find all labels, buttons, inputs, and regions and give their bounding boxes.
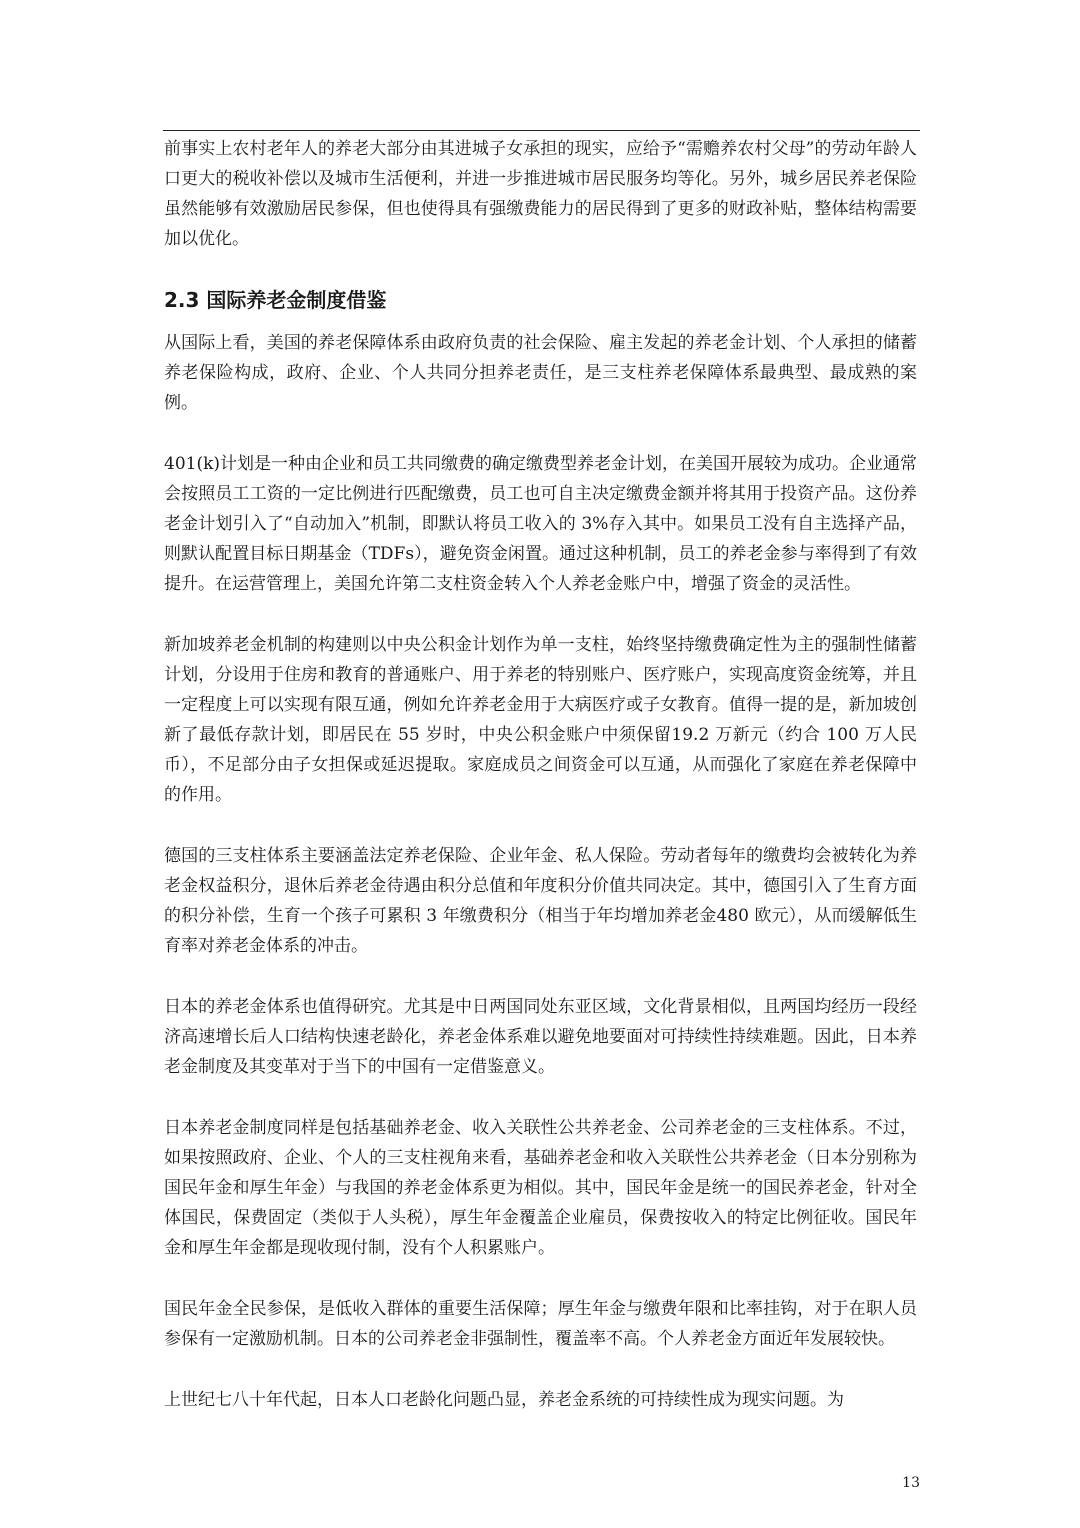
paragraph-us-overview: 从国际上看，美国的养老保障体系由政府负责的社会保险、雇主发起的养老金计划、个人承担的储蓄养老保险构成，政府、企业、个人共同分担养老责任，是三支柱养老保障体系最典型、最成熟的案例。 — [164, 333, 917, 413]
paragraph-singapore: 新加坡养老金机制的构建则以中央公积金计划作为单一支柱，始终坚持缴费确定性为主的强制性储蓄计划，分设用于住房和教育的普通账户、用于养老的特别账户、医疗账户，实现高度资金统筹，并且一定程度上可以实现有限互通，例如允许养老金用于大病医疗或子女教育。值得一提的是，新加坡创新了最低存款计划，即居民在 55 岁时，中央公积金账户中须保留19.2 万新元（约合 100 万人民币），不足部分由子女担保或延迟提取。家庭成员之间资金可以互通，从而强化了家庭在养老保障中的作用。 — [164, 635, 917, 805]
paragraph-japan-system: 日本养老金制度同样是包括基础养老金、收入关联性公共养老金、公司养老金的三支柱体系。不过，如果按照政府、企业、个人的三支柱视角来看，基础养老金和收入关联性公共养老金（日本分别称为国民年金和厚生年金）与我国的养老金体系更为相似。其中，国民年金是统一的国民养老金，针对全体国民，保费固定（类似于人头税），厚生年金覆盖企业雇员，保费按收入的特定比例征收。国民年金和厚生年金都是现收现付制，没有个人积累账户。 — [164, 1118, 917, 1258]
header-rule — [163, 130, 920, 131]
paragraph-401k: 401(k)计划是一种由企业和员工共同缴费的确定缴费型养老金计划，在美国开展较为成功。企业通常会按照员工工资的一定比例进行匹配缴费，员工也可自主决定缴费金额并将其用于投资产品。这份养老金计划引入了“自动加入”机制，即默认将员工收入的 3%存入其中。如果员工没有自主选择产品，则默认配置目标日期基金（TDFs），避免资金闲置。通过这种机制，员工的养老金参与率得到了有效提升。在运营管理上，美国允许第二支柱资金转入个人养老金账户中，增强了资金的灵活性。 — [164, 454, 918, 594]
section-heading: 2.3 国际养老金制度借鉴 — [164, 288, 387, 312]
paragraph-japan-history: 上世纪七八十年代起，日本人口老龄化问题凸显，养老金系统的可持续性成为现实问题。为 — [164, 1390, 844, 1410]
page-body — [164, 134, 917, 1415]
paragraph-germany: 德国的三支柱体系主要涵盖法定养老保险、企业年金、私人保险。劳动者每年的缴费均会被转化为养老金权益积分，退休后养老金待遇由积分总值和年度积分价值共同决定。其中，德国引入了生育方面的积分补偿，生育一个孩子可累积 3 年缴费积分（相当于年均增加养老金480 欧元），从而缓解低生育率对养老金体系的冲击。 — [164, 846, 917, 956]
paragraph-continued: 前事实上农村老年人的养老大部分由其进城子女承担的现实，应给予“需赡养农村父母”的劳动年龄人口更大的税收补偿以及城市生活便利，并进一步推进城市居民服务均等化。另外，城乡居民养老保险虽然能够有效激励居民参保，但也使得具有强缴费能力的居民得到了更多的财政补贴，整体结构需要加以优化。 — [164, 139, 917, 249]
paragraph-japan-intro: 日本的养老金体系也值得研究。尤其是中日两国同处东亚区域，文化背景相似，且两国均经历一段经济高速增长后人口结构快速老龄化，养老金体系难以避免地要面对可持续性持续难题。因此，日本养老金制度及其变革对于当下的中国有一定借鉴意义。 — [164, 997, 917, 1077]
page-number: 13 — [902, 1475, 920, 1491]
paragraph-japan-pensions: 国民年金全民参保，是低收入群体的重要生活保障；厚生年金与缴费年限和比率挂钩，对于在职人员参保有一定激励机制。日本的公司养老金非强制性，覆盖率不高。个人养老金方面近年发展较快。 — [164, 1299, 917, 1349]
